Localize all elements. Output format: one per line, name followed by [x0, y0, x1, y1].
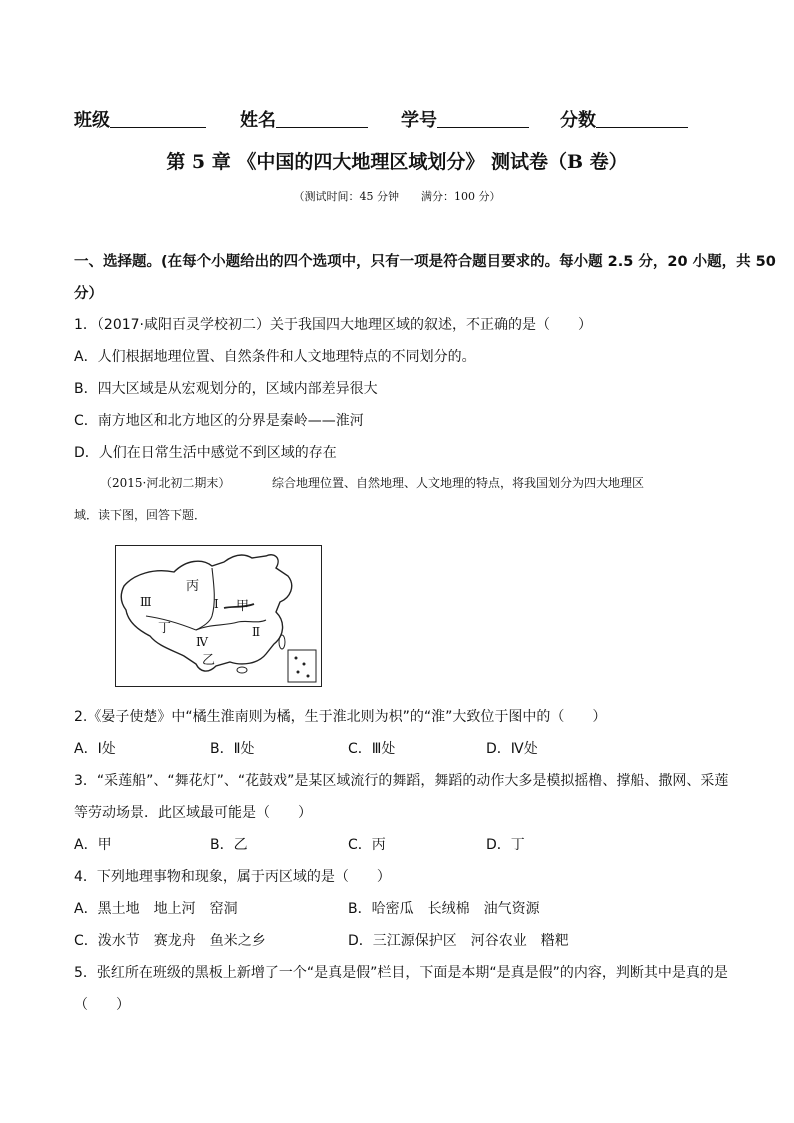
china-region-map: [115, 545, 322, 687]
section-heading-line2: 分）: [74, 286, 103, 302]
map-label-ding: 丁: [158, 621, 172, 636]
q1-option-b[interactable]: B．四大区域是从宏观划分的，区域内部差异很大: [74, 381, 378, 397]
score-blank[interactable]: [596, 109, 688, 128]
q3-option-d[interactable]: D．丁: [486, 837, 525, 853]
name-label: 姓名: [240, 110, 276, 131]
q2-stem: 2.《晏子使楚》中“橘生淮南则为橘，生于淮北则为枳”的“淮”大致位于图中的（ ）: [74, 709, 607, 725]
name-blank[interactable]: [276, 109, 368, 128]
q2-option-a[interactable]: A．Ⅰ处: [74, 741, 116, 757]
id-label: 学号: [401, 110, 437, 131]
q5-stem-line2: （ ）: [74, 997, 130, 1013]
q3-option-c[interactable]: C．丙: [348, 837, 386, 853]
q2-option-b[interactable]: B．Ⅱ处: [210, 741, 255, 757]
q3-stem-line2: 等劳动场景．此区域最可能是（ ）: [74, 805, 312, 821]
class-blank[interactable]: [110, 109, 206, 128]
id-blank[interactable]: [437, 109, 529, 128]
q3-stem-line1: 3．“采莲船”、“舞花灯”、“花鼓戏”是某区域流行的舞蹈，舞蹈的动作大多是模拟摇橹、撑船、撒网、采莲: [74, 773, 729, 789]
map-label-bing: 丙: [186, 579, 200, 594]
section-heading-line1: 一、选择题。(在每个小题给出的四个选项中，只有一项是符合题目要求的。每小题 2.5 分，20 小题，共 50: [74, 254, 776, 270]
intro-text-line2: 域．读下图，回答下题．: [74, 508, 207, 522]
q2-option-d[interactable]: D．Ⅳ处: [486, 741, 538, 757]
page-title: 第 5 章 《中国的四大地理区域划分》 测试卷（B 卷）: [166, 151, 628, 173]
map-label-jia: 甲: [236, 599, 250, 614]
map-label-iii: Ⅲ: [140, 595, 152, 609]
q3-option-b[interactable]: B．乙: [210, 837, 248, 853]
q5-stem-line1: 5．张红所在班级的黑板上新增了一个“是真是假”栏目，下面是本期“是真是假”的内容，判断其中是真的是: [74, 965, 728, 981]
page-subtitle: （测试时间：45 分钟 满分：100 分）: [293, 190, 501, 203]
intro-source: （2015·河北初二期末）: [100, 476, 231, 490]
q1-option-a[interactable]: A．人们根据地理位置、自然条件和人文地理特点的不同划分的。: [74, 349, 476, 365]
name-field: [240, 106, 368, 132]
class-label: 班级: [74, 110, 110, 131]
q3-option-a[interactable]: A．甲: [74, 837, 112, 853]
class-field: [74, 106, 206, 132]
q4-stem: 4．下列地理事物和现象，属于丙区域的是（ ）: [74, 869, 391, 885]
intro-text: 综合地理位置、自然地理、人文地理的特点，将我国划分为四大地理区: [272, 476, 645, 490]
taiwan-island: [279, 635, 285, 649]
q4-option-b[interactable]: B．哈密瓜 长绒棉 油气资源: [348, 901, 540, 917]
q1-stem: 1．（2017·咸阳百灵学校初二）关于我国四大地理区域的叙述，不正确的是（ ）: [74, 317, 592, 333]
id-field: [401, 106, 529, 132]
map-label-i: Ⅰ: [214, 597, 219, 611]
q1-option-c[interactable]: C．南方地区和北方地区的分界是秦岭——淮河: [74, 413, 364, 429]
q4-option-d[interactable]: D．三江源保护区 河谷农业 糌粑: [348, 933, 569, 949]
boundary-northwest: [196, 568, 214, 630]
map-label-yi: 乙: [202, 653, 216, 668]
q4-option-a[interactable]: A．黑土地 地上河 窑洞: [74, 901, 238, 917]
hainan-island: [237, 667, 247, 673]
q1-option-d[interactable]: D．人们在日常生活中感觉不到区域的存在: [74, 445, 337, 461]
south-sea-inset: [288, 650, 316, 682]
map-label-iv: Ⅳ: [196, 635, 208, 649]
q4-option-c[interactable]: C．泼水节 赛龙舟 鱼米之乡: [74, 933, 266, 949]
score-label: 分数: [560, 110, 596, 131]
q2-option-c[interactable]: C．Ⅲ处: [348, 741, 396, 757]
map-label-ii: Ⅱ: [252, 625, 261, 639]
score-field: [560, 106, 688, 132]
